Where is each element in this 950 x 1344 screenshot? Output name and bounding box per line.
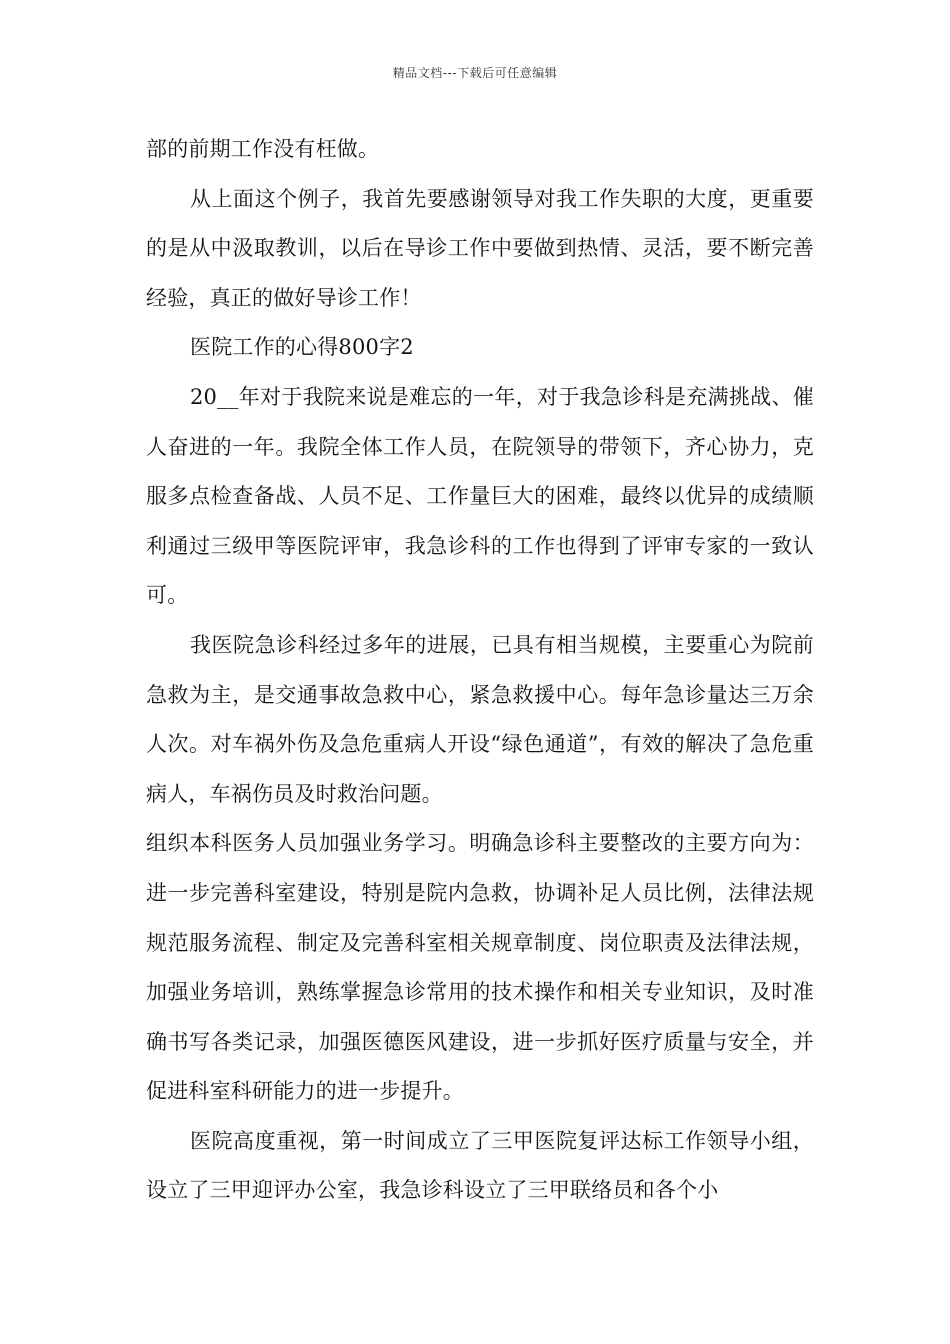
section-heading: 医院工作的心得800字2 (190, 335, 414, 360)
paragraph-year-review: 20__年对于我院来说是难忘的一年，对于我急诊科是充满挑战、催人奋进的一年。我院全体工作人员，在院领导的带领下，齐心协力，克服多点检查备战、人员不足、工作量巨大的困难，最终以优异的成绩顺利通过三级甲等医院评审，我急诊科的工作也得到了评审专家的一致认可。 (146, 384, 814, 608)
document-body (146, 125, 814, 1216)
paragraph-leadership: 医院高度重视，第一时间成立了三甲医院复评达标工作领导小组，设立了三甲迎评办公室，我急诊科设立了三甲联络员和各个小 (146, 1128, 814, 1203)
paragraph-continuation: 部的前期工作没有枉做。 (146, 137, 380, 161)
page-header: 精品文档---下载后可任意编辑 (392, 66, 558, 80)
paragraph-department-overview: 我医院急诊科经过多年的进展，已具有相当规模，主要重心为院前急救为主，是交通事故急救中心，紧急救援中心。每年急诊量达三万余人次。对车祸外伤及急危重病人开设“绿色通道”，有效的解决了急危重病人，车祸伤员及时救治问题。 (146, 632, 814, 806)
paragraph-reflection: 从上面这个例子，我首先要感谢领导对我工作失职的大度，更重要的是从中汲取教训，以后在导诊工作中要做到热情、灵活，要不断完善经验，真正的做好导诊工作！ (146, 186, 814, 310)
paragraph-training: 组织本科医务人员加强业务学习。明确急诊科主要整改的主要方向为：进一步完善科室建设，特别是院内急救，协调补足人员比例，法律法规规范服务流程、制定及完善科室相关规章制度、岗位职责及法律法规，加强业务培训，熟练掌握急诊常用的技术操作和相关专业知识，及时准确书写各类记录，加强医德医风建设，进一步抓好医疗质量与安全，并促进科室科研能力的进一步提升。 (146, 831, 814, 1104)
